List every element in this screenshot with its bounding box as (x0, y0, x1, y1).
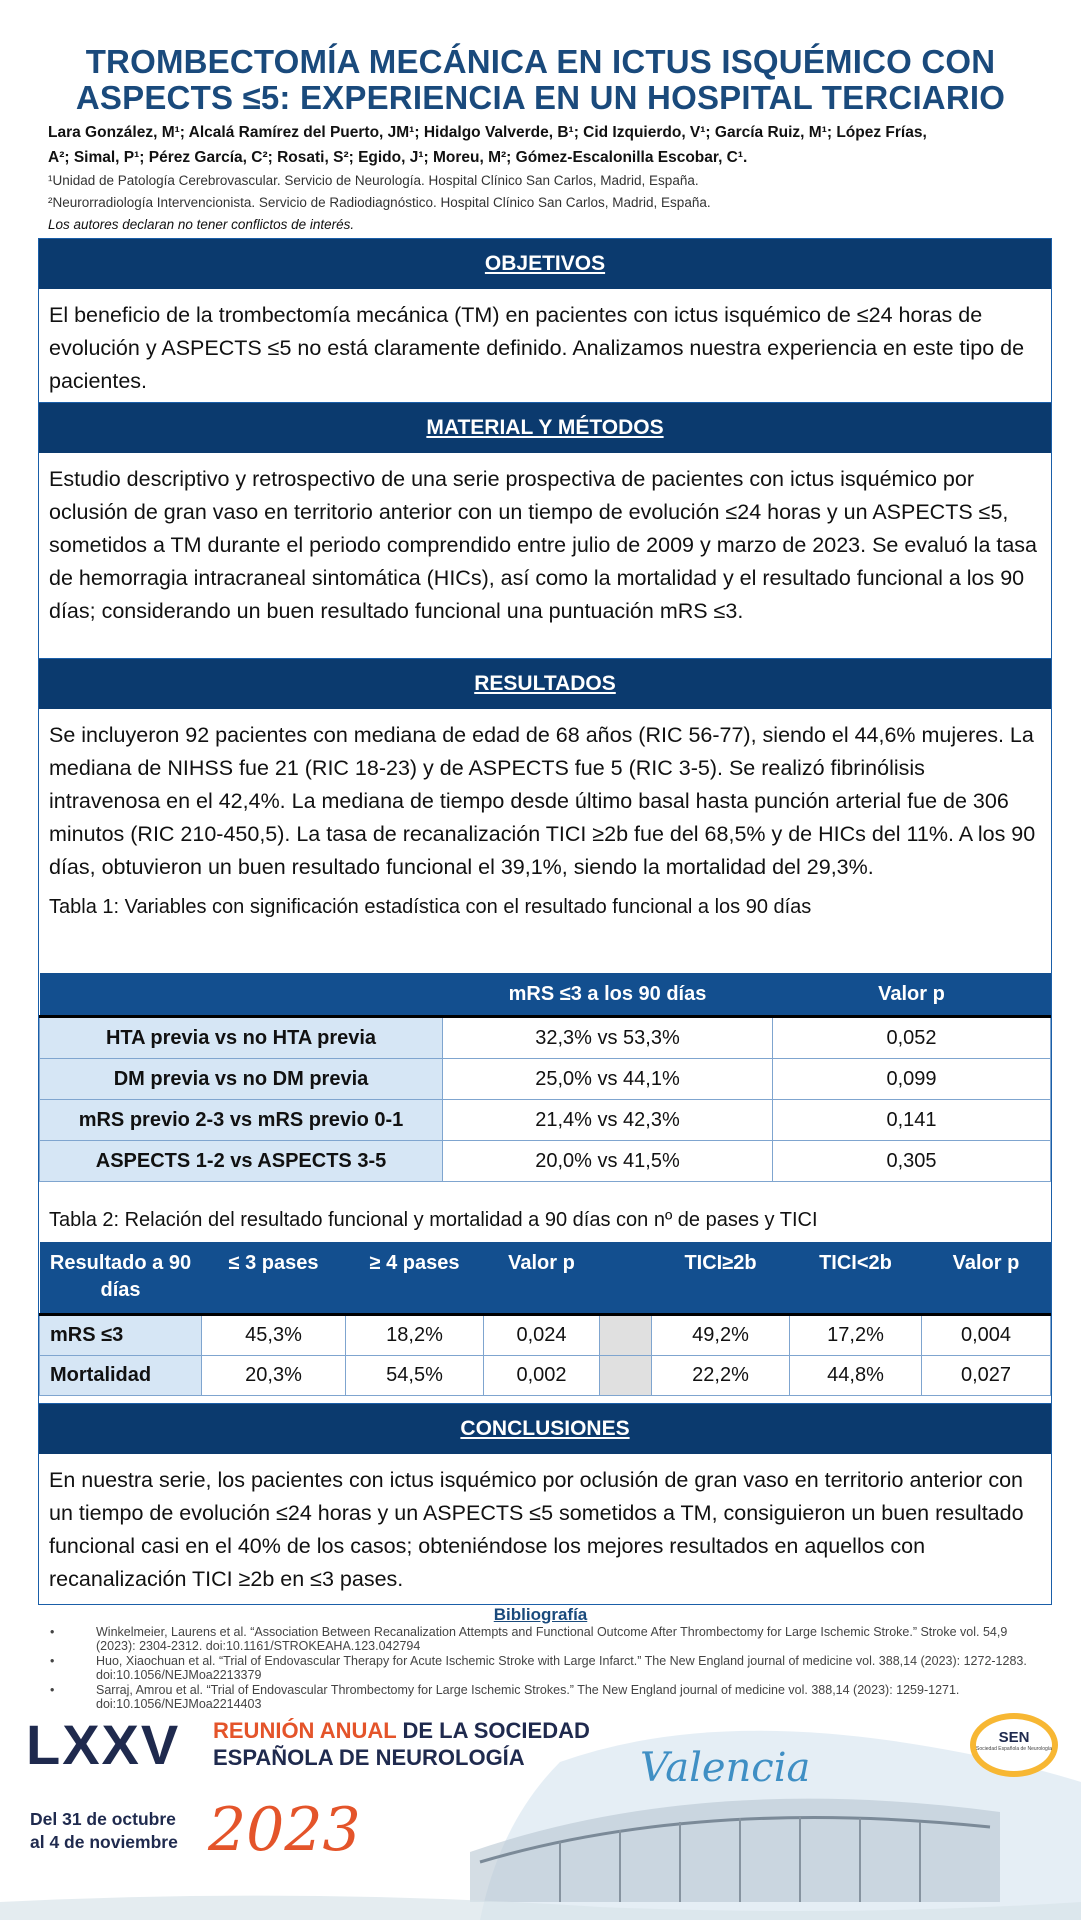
table-row (40, 1141, 1051, 1182)
table2-cell: 22,2% (652, 1356, 790, 1396)
table1-cell: 21,4% vs 42,3% (443, 1100, 773, 1141)
list-item (50, 1626, 1040, 1653)
congress-name-line2: ESPAÑOLA DE NEUROLOGÍA (213, 1745, 525, 1770)
table2-cell: 20,3% (202, 1356, 346, 1396)
table2-gap-cell (600, 1356, 652, 1396)
table2-cell: 0,004 (922, 1315, 1051, 1356)
table1-cell: ASPECTS 1-2 vs ASPECTS 3-5 (40, 1141, 443, 1182)
authors-line-1: Lara González, M¹; Alcalá Ramírez del Puerto, JM¹; Hidalgo Valverde, B¹; Cid Izquierdo, V¹; García Ruiz, M¹; López Frías, (48, 124, 927, 141)
table1-cell: 20,0% vs 41,5% (443, 1141, 773, 1182)
table-row (40, 1356, 1051, 1396)
city-label: Valencia (640, 1745, 811, 1791)
list-item (50, 1655, 1040, 1682)
table1-caption: Tabla 1: Variables con significación estadística con el resultado funcional a los 90 días (49, 896, 812, 918)
table2-header: TICI<2b (790, 1242, 922, 1315)
reference-text: Sarraj, Amrou et al. “Trial of Endovascular Thrombectomy for Large Ischemic Strokes.” The New England journal of medicine vol. 388,14 (2023): 1259-1271. doi:10.1056/NEJMoa2214403 (96, 1683, 960, 1711)
table-2 (39, 1242, 1051, 1396)
table1-cell: HTA previa vs no HTA previa (40, 1017, 443, 1059)
table1-cell: mRS previo 2-3 vs mRS previo 0-1 (40, 1100, 443, 1141)
bullet: • (50, 1625, 55, 1639)
sen-logo (970, 1713, 1058, 1777)
dates-line-1: Del 31 de octubre (30, 1809, 176, 1829)
table2-gap-cell (600, 1315, 652, 1356)
table2-cell: Mortalidad (40, 1356, 202, 1396)
table1-header-empty (40, 973, 443, 1017)
congress-name-accent: REUNIÓN ANUAL (213, 1718, 397, 1743)
table2-header: Valor p (922, 1242, 1051, 1315)
bibliography-list (50, 1626, 1040, 1713)
table2-header: ≥ 4 pases (346, 1242, 484, 1315)
table2-header: Valor p (484, 1242, 600, 1315)
table2-cell: 0,027 (922, 1356, 1051, 1396)
dates-line-2: al 4 de noviembre (30, 1832, 178, 1852)
authors-line-2: A²; Simal, P¹; Pérez García, C²; Rosati, S²; Egido, J¹; Moreu, M²; Gómez-Escalonilla Escobar, C¹. (48, 149, 748, 166)
table-row (40, 1315, 1051, 1356)
table-row (40, 1017, 1051, 1059)
objetivos-heading: OBJETIVOS (39, 239, 1051, 289)
bullet: • (50, 1654, 55, 1668)
reference-text: Winkelmeier, Laurens et al. “Association Between Recanalization Attempts and Functional Outcome After Thrombectomy for Large Ischemic Stroke.” Stroke vol. 54,9 (2023): 2304-2312. doi:10.1161/STROKEAHA.123.042794 (96, 1625, 1008, 1653)
table-row (40, 1100, 1051, 1141)
congress-name-rest: DE LA SOCIEDAD (396, 1718, 590, 1743)
table2-caption: Tabla 2: Relación del resultado funcional y mortalidad a 90 días con nº de pases y TICI (49, 1209, 818, 1231)
section-conclusiones (38, 1403, 1052, 1605)
table2-header: TICI≥2b (652, 1242, 790, 1315)
table2-cell: 0,024 (484, 1315, 600, 1356)
sen-logo-subtext: Sociedad Española de Neurología (976, 1746, 1052, 1752)
metodos-text: Estudio descriptivo y retrospectivo de una serie prospectiva de pacientes con ictus isquémico por oclusión de gran vaso en territorio anterior con un tiempo de evolución ≤24 horas y un ASPECTS ≤5, sometidos a TM durante el periodo comprendido entre julio de 2009 y marzo de 2023. Se evaluó la tasa de hemorragia intracraneal sintomática (HICs), así como la mortalidad y el resultado funcional a los 90 días; considerando un buen resultado funcional una puntuación mRS ≤3. (49, 467, 1038, 623)
table1-header-mrs: mRS ≤3 a los 90 días (443, 973, 773, 1017)
conflict-statement: Los autores declaran no tener conflictos de interés. (48, 217, 355, 232)
resultados-heading: RESULTADOS (39, 659, 1051, 709)
table2-cell: 0,002 (484, 1356, 600, 1396)
conclusiones-heading: CONCLUSIONES (39, 1404, 1051, 1454)
affiliation-2: ²Neurorradiología Intervencionista. Servicio de Radiodiagnóstico. Hospital Clínico San Carlos, Madrid, España. (48, 195, 711, 210)
table2-header: Resultado a 90 días (40, 1242, 202, 1315)
title-line-1: TROMBECTOMÍA MECÁNICA EN ICTUS ISQUÉMICO CON (85, 43, 996, 80)
table1-cell: DM previa vs no DM previa (40, 1059, 443, 1100)
section-objetivos (38, 238, 1052, 404)
table1-cell: 0,141 (773, 1100, 1051, 1141)
table2-cell: 49,2% (652, 1315, 790, 1356)
table2-cell: 45,3% (202, 1315, 346, 1356)
bibliography-heading: Bibliografía (493, 1605, 588, 1624)
congress-year: 2023 (208, 1795, 361, 1865)
congress-name (213, 1717, 590, 1771)
table1-cell: 25,0% vs 44,1% (443, 1059, 773, 1100)
affiliation-1: ¹Unidad de Patología Cerebrovascular. Servicio de Neurología. Hospital Clínico San Carlos, Madrid, España. (48, 173, 699, 188)
table2-cell: 18,2% (346, 1315, 484, 1356)
section-metodos (38, 402, 1052, 660)
objetivos-text: El beneficio de la trombectomía mecánica (TM) en pacientes con ictus isquémico de ≤24 horas de evolución y ASPECTS ≤5 no está claramente definido. Analizamos nuestra experiencia en este tipo de pacientes. (49, 303, 1025, 393)
table-1 (39, 973, 1051, 1182)
table2-cell: 17,2% (790, 1315, 922, 1356)
table1-cell: 0,052 (773, 1017, 1051, 1059)
bullet: • (50, 1683, 55, 1697)
table1-cell: 0,305 (773, 1141, 1051, 1182)
congress-dates (30, 1808, 178, 1854)
reference-text: Huo, Xiaochuan et al. “Trial of Endovascular Therapy for Acute Ischemic Stroke with Large Infarct.” The New England journal of medicine vol. 388,14 (2023): 1272-1283. doi:10.1056/NEJMoa2213379 (96, 1654, 1027, 1682)
congress-numeral: LXXV (26, 1713, 181, 1776)
title-line-2: ASPECTS ≤5: EXPERIENCIA EN UN HOSPITAL TERCIARIO (75, 79, 1006, 116)
resultados-text: Se incluyeron 92 pacientes con mediana de edad de 68 años (RIC 56-77), siendo el 44,6% mujeres. La mediana de NIHSS fue 21 (RIC 18-23) y de ASPECTS fue 5 (RIC 3-5). Se realizó fibrinólisis intravenosa en el 42,4%. La mediana de tiempo desde último basal hasta punción arterial fue de 306 minutos (RIC 210-450,5). La tasa de recanalización TICI ≥2b fue del 68,5% y de HICs del 11%. A los 90 días, obtuvieron un buen resultado funcional el 39,1%, siendo la mortalidad del 29,3%. (49, 723, 1036, 879)
metodos-heading: MATERIAL Y MÉTODOS (39, 403, 1051, 453)
sen-logo-text: SEN (998, 1729, 1030, 1746)
conclusiones-text: En nuestra serie, los pacientes con ictus isquémico por oclusión de gran vaso en territorio anterior con un tiempo de evolución ≤24 horas y un ASPECTS ≤5 sometidos a TM, consiguieron un buen resultado funcional casi en el 40% de los casos; obteniéndose los mejores resultados en aquellos con recanalización TICI ≥2b en ≤3 pases. (49, 1468, 1024, 1591)
table2-cell: 54,5% (346, 1356, 484, 1396)
poster-title (20, 44, 1061, 116)
table2-header: ≤ 3 pases (202, 1242, 346, 1315)
authors (48, 120, 1048, 170)
table1-header-p: Valor p (773, 973, 1051, 1017)
table2-cell: mRS ≤3 (40, 1315, 202, 1356)
table-row (40, 1059, 1051, 1100)
table1-cell: 0,099 (773, 1059, 1051, 1100)
table1-cell: 32,3% vs 53,3% (443, 1017, 773, 1059)
table2-cell: 44,8% (790, 1356, 922, 1396)
table2-header-gap (600, 1242, 652, 1315)
